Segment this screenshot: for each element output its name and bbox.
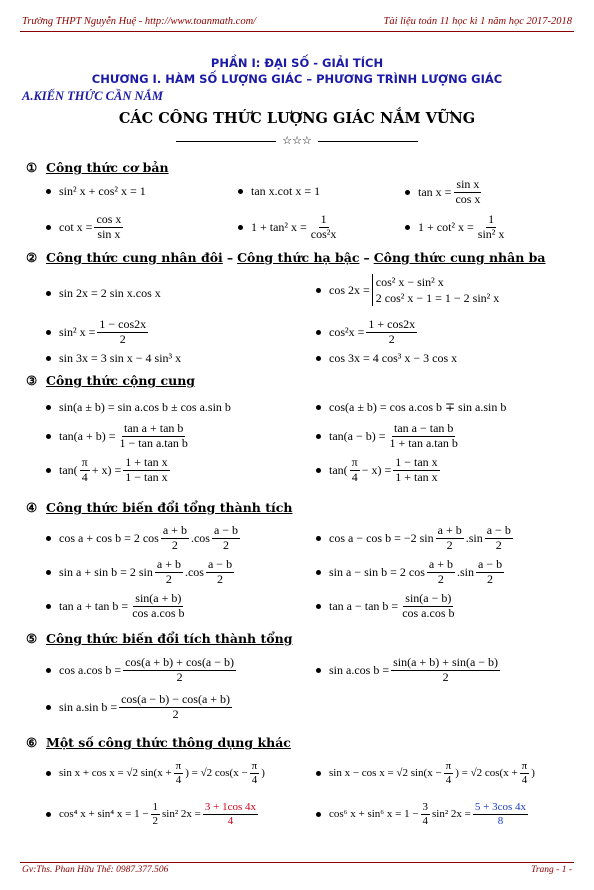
formula: tan a − tan b = $\frac{\sin(a - b)}{\text{cos a.cos b}}$ — [316, 592, 459, 621]
formula: tan( π 4 − x) = $\frac{\text{1 − tan x}}{\text{1 + tan x}}$ — [316, 456, 442, 485]
chapter-title: CHƯƠNG I. HÀM SỐ LƯỢNG GIÁC – PHƯƠNG TRÌNH LƯỢNG GIÁC — [91, 72, 503, 86]
footer-left: Gv:Ths. Phan Hữu Thế: 0987.377.506 — [22, 865, 169, 875]
formula: cos a.cos b = $\frac{\cos(a + b) + \cos(a - b)}{2}$ — [46, 656, 238, 685]
page-header — [20, 14, 574, 32]
formula: cos(a ± b) = cos a.cos b ∓ sin a.sin b — [316, 400, 506, 415]
stars-divider — [0, 134, 594, 147]
section-1-heading: ① Công thức cơ bản — [26, 160, 169, 175]
section-6-heading: ⑥ Một số công thức thông dụng khác — [26, 735, 291, 750]
formula: sin a + sin b = 2 sin a + b 2 .cos a − b 2 — [46, 558, 236, 587]
formula: sin 2x = 2 sin x.cos x — [46, 286, 161, 301]
formula: tan(a + b) = $\frac{\text{tan a + tan b}}{\text{1 − tan a.tan b}}$ — [46, 422, 192, 451]
stars: ☆☆☆ — [282, 134, 312, 147]
formula: tan( π 4 + x) = $\frac{\text{1 + tan x}}{\text{1 − tan x}}$ — [46, 456, 172, 485]
formula: cos⁶ x + sin⁶ x = 1 − $\frac{3}{4}$ sin² 2x = $\frac{5 + 3\cos 4x}{8}$ — [316, 801, 530, 827]
formula: tan a + tan b = $\frac{\sin(a + b)}{\text{cos a.cos b}}$ — [46, 592, 189, 621]
formula: 1 + cot² x = $\frac{1}{\text{sin² x}}$ — [405, 213, 508, 242]
formula: tan x = $\frac{\text{sin x}}{\text{cos x}}$ — [405, 178, 484, 207]
part-title: PHẦN I: ĐẠI SỐ - GIẢI TÍCH — [210, 56, 384, 70]
section-5-heading: ⑤ Công thức biến đổi tích thành tổng — [26, 631, 293, 646]
formula: cos 2x = cos² x − sin² x 2 cos² x − 1 = 1 − 2 sin² x — [316, 274, 499, 306]
formula: sin 3x = 3 sin x − 4 sin³ x — [46, 351, 181, 366]
formula: tan x.cot x = 1 — [238, 184, 320, 199]
page-number: Trang - 1 - — [531, 865, 572, 875]
formula: cos a − cos b = −2 sin a + b 2 .sin a − b 2 — [316, 524, 515, 553]
formula: sin² x = $\frac{1 - \cos 2x}{2}$ — [46, 318, 150, 347]
header-right: Tài liệu toán 11 học kì 1 năm học 2017-2018 — [383, 16, 572, 27]
section-title: Công thức cơ bản — [46, 160, 169, 175]
formula: sin a.sin b = $\frac{\cos(a - b) - \cos(a + b)}{2}$ — [46, 693, 234, 722]
section-4-heading: ④ Công thức biến đổi tổng thành tích — [26, 500, 293, 515]
header-left: Trường THPT Nguyễn Huệ - http://www.toanmath.com/ — [22, 16, 257, 27]
main-title: CÁC CÔNG THỨC LƯỢNG GIÁC NẮM VỮNG — [118, 110, 476, 127]
formula: cot x = $\frac{\text{cos x}}{\text{sin x}}$ — [46, 213, 125, 242]
formula: cos a + cos b = 2 cos a + b 2 .cos a − b 2 — [46, 524, 242, 553]
subheading: A.KIẾN THỨC CẦN NẮM — [22, 89, 163, 103]
formula: 1 + tan² x = $\frac{1}{\text{cos²x}}$ — [238, 213, 340, 242]
section-3-heading: ③ Công thức cộng cung — [26, 373, 196, 388]
formula: sin(a ± b) = sin a.cos b ± cos a.sin b — [46, 400, 231, 415]
formula: cos²x = $\frac{1 + \cos 2x}{2}$ — [316, 318, 419, 347]
formula: sin a − sin b = 2 cos a + b 2 .sin a − b 2 — [316, 558, 506, 587]
section-2-heading: ② Công thức cung nhân đôi – Công thức hạ bậc – Công thức cung nhân ba — [26, 250, 546, 265]
page-footer — [20, 862, 574, 876]
formula: sin² x + cos² x = 1 — [46, 184, 146, 199]
formula: cos 3x = 4 cos³ x − 3 cos x — [316, 351, 457, 366]
formula: tan(a − b) = $\frac{\text{tan a − tan b}}{\text{1 + tan a.tan b}}$ — [316, 422, 462, 451]
formula: sin x − cos x = √2 sin(x − $\frac{\pi}{4}$ ) = √2 cos(x + $\frac{\pi}{4}$ ) — [316, 760, 535, 786]
formula: sin a.cos b = $\frac{\sin(a + b) + \sin(a - b)}{2}$ — [316, 656, 502, 685]
formula: cos⁴ x + sin⁴ x = 1 − $\frac{1}{2}$ sin² 2x = $\frac{3 + 1\cos 4x}{4}$ — [46, 801, 260, 827]
formula: sin x + cos x = √2 sin(x + $\frac{\pi}{4}$ ) = √2 cos(x − $\frac{\pi}{4}$ ) — [46, 760, 265, 786]
